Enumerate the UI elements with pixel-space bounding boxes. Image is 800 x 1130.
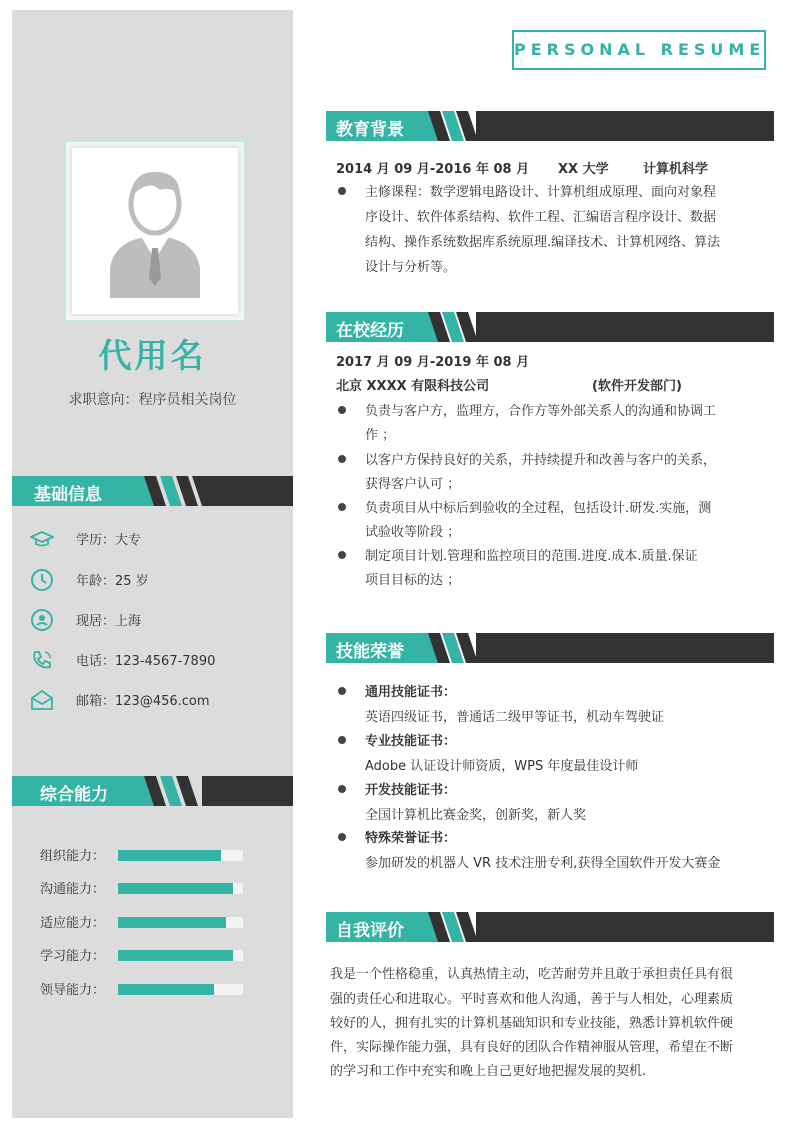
skill-title: 通用技能证书：	[365, 685, 457, 700]
education-school: XX 大学	[558, 162, 609, 177]
bullet-dot	[338, 687, 346, 695]
info-row-education	[30, 527, 280, 551]
self-eval-line: 件，实际操作能力强，具有良好的团队合作精神服从管理，希望在不断	[330, 1040, 734, 1055]
bullet-dot	[338, 785, 346, 793]
course-line: 设计与分析等。	[365, 260, 457, 275]
duty-line: 负责与客户方，监理方，合作方等外部关系人的沟通和协调工	[365, 404, 717, 419]
duty-line: 试验收等阶段 ；	[365, 525, 461, 540]
self-eval-line: 的学习和工作中充实和晚上自己更好地把握发展的契机.	[330, 1064, 647, 1079]
phone-icon	[30, 648, 54, 672]
skill-title: 特殊荣誉证书：	[365, 831, 457, 846]
section-header-self-eval	[326, 912, 774, 942]
info-text: 年龄：25 岁	[76, 574, 149, 589]
section-title: 综合能力	[40, 785, 108, 805]
info-text: 电话：123-4567-7890	[76, 654, 216, 669]
course-line: 结构、操作系统数据库系统原理.编译技术、计算机网络、算法	[365, 235, 721, 250]
ability-track	[118, 850, 243, 861]
duty-line: 项目目标的达 ；	[365, 573, 461, 588]
ability-label: 组织能力：	[40, 849, 106, 864]
education-major: 计算机科学	[643, 162, 709, 177]
info-row-location	[30, 608, 280, 632]
skill-detail: 全国计算机比赛金奖，创新奖，新人奖	[365, 808, 587, 823]
profile-name: 代用名	[98, 336, 207, 375]
profile-photo-frame	[64, 140, 246, 322]
info-row-phone	[30, 648, 280, 672]
bullet-dot	[338, 187, 346, 195]
info-text: 邮箱：123@456.com	[76, 694, 210, 709]
ability-row	[40, 845, 270, 863]
location-icon	[30, 608, 54, 632]
person-silhouette-icon	[72, 148, 238, 314]
duty-line: 以客户方保持良好的关系，并持续提升和改善与客户的关系，	[365, 453, 717, 468]
ability-row	[40, 878, 270, 896]
section-title: 教育背景	[336, 120, 404, 140]
ability-bar	[118, 984, 214, 995]
self-eval-line: 我是一个性格稳重，认真热情主动，吃苦耐劳并且敢于承担责任具有很	[330, 967, 734, 982]
avatar	[72, 148, 238, 314]
ability-bar	[118, 917, 226, 928]
job-objective: 求职意向：程序员相关岗位	[68, 392, 237, 408]
skill-detail: 参加研发的机器人 VR 技术注册专利,获得全国软件开发大赛金	[365, 856, 721, 871]
mail-icon	[30, 688, 54, 712]
ability-label: 沟通能力：	[40, 882, 106, 897]
section-title: 技能荣誉	[336, 642, 404, 662]
bullet-dot	[338, 503, 346, 511]
bullet-dot	[338, 736, 346, 744]
info-row-age	[30, 568, 280, 592]
skill-detail: 英语四级证书，普通话二级甲等证书，机动车驾驶证	[365, 710, 665, 725]
section-header-basic-info	[12, 476, 293, 506]
ability-row	[40, 912, 270, 930]
course-line: 序设计、软件体系结构、软件工程、汇编语言程序设计、数据	[365, 210, 717, 225]
resume-title: PERSONAL RESUME	[512, 30, 766, 70]
education-period: 2014 月 09 月-2016 年 08 月	[336, 162, 530, 177]
skill-detail: Adobe 认证设计师资质，WPS 年度最佳设计师	[365, 759, 639, 774]
ability-track	[118, 984, 243, 995]
ability-row	[40, 945, 270, 963]
campus-department: (软件开发部门)	[592, 379, 682, 394]
ability-track	[118, 950, 243, 961]
ability-bar	[118, 883, 233, 894]
section-header-skills	[326, 633, 774, 663]
ability-bar	[118, 950, 233, 961]
ability-track	[118, 917, 243, 928]
skill-title: 开发技能证书：	[365, 783, 457, 798]
info-row-email	[30, 688, 280, 712]
info-text: 现居：上海	[76, 614, 142, 629]
duty-line: 作 ；	[365, 428, 396, 443]
bullet-dot	[338, 833, 346, 841]
section-header-campus	[326, 312, 774, 342]
ability-label: 领导能力：	[40, 983, 106, 998]
ability-row	[40, 979, 270, 997]
bullet-dot	[338, 406, 346, 414]
duty-line: 获得客户认可 ；	[365, 477, 461, 492]
duty-line: 负责项目从中标后到验收的全过程，包括设计.研发.实施，测	[365, 501, 712, 516]
bullet-dot	[338, 551, 346, 559]
course-line: 主修课程：数学逻辑电路设计、计算机组成原理、面向对象程	[365, 185, 717, 200]
self-eval-line: 强的责任心和进取心。平时喜欢和他人沟通，善于与人相处，心理素质	[330, 992, 734, 1007]
bullet-dot	[338, 455, 346, 463]
ability-track	[118, 883, 243, 894]
section-title: 基础信息	[34, 485, 102, 505]
campus-company: 北京 XXXX 有限科技公司	[336, 379, 490, 394]
skill-title: 专业技能证书：	[365, 734, 457, 749]
ability-bar	[118, 850, 221, 861]
section-header-abilities	[12, 776, 293, 806]
campus-period: 2017 月 09 月-2019 年 08 月	[336, 355, 530, 370]
info-text: 学历：大专	[76, 533, 142, 548]
section-title: 自我评价	[336, 921, 404, 941]
section-title: 在校经历	[336, 321, 404, 341]
ability-label: 适应能力：	[40, 916, 106, 931]
section-header-education	[326, 111, 774, 141]
duty-line: 制定项目计划.管理和监控项目的范围.进度.成本.质量.保证	[365, 549, 698, 564]
ability-label: 学习能力：	[40, 949, 106, 964]
self-eval-line: 较好的人，拥有扎实的计算机基础知识和专业技能，熟悉计算机软件硬	[330, 1016, 734, 1031]
graduation-cap-icon	[30, 527, 54, 551]
clock-icon	[30, 568, 54, 592]
